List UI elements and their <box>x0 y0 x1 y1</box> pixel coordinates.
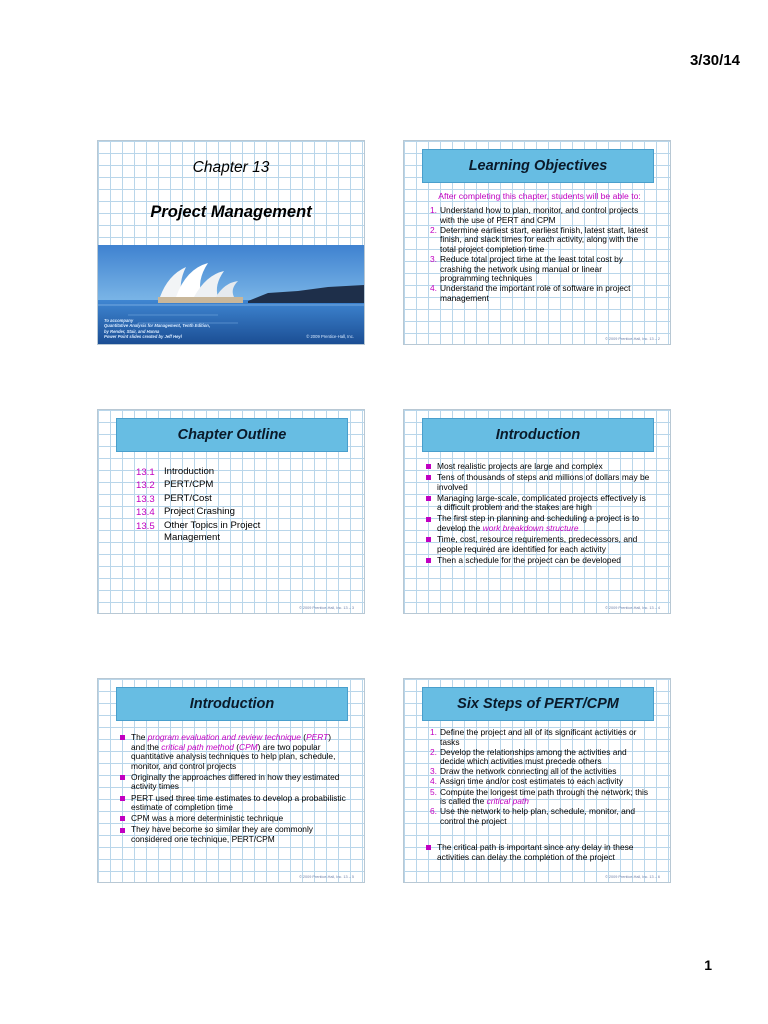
list-item: 4. Assign time and/or cost estimates to each activity <box>430 776 623 787</box>
slide-title: Introduction <box>116 687 348 721</box>
list-item: Time, cost, resource requirements, predecessors, and people required are identified for each activity <box>422 535 652 554</box>
list-item: PERT used three time estimates to develop a probabilistic estimate of completion time <box>116 794 346 813</box>
list-item: 4. Understand the important role of software in project management <box>430 283 631 303</box>
bullet-list <box>116 733 346 846</box>
bullet-list <box>422 843 652 864</box>
list-item: 6. Use the network to help plan, schedule, monitor, and control the project <box>430 806 636 826</box>
bullet-list <box>422 462 652 567</box>
bullet-square-icon <box>120 828 125 833</box>
intro-line: After completing this chapter, students will be able to: <box>438 191 641 201</box>
list-item: The first step in planning and scheduling a project is to develop the work breakdown structure <box>422 514 652 533</box>
outline-list <box>136 466 294 544</box>
slide-footer: © 2009 Prentice-Hall, Inc. 13 – 6 <box>605 875 660 879</box>
slide-2-learning-objectives <box>403 140 671 345</box>
list-item: Originally the approaches differed in how they estimated activity times <box>116 773 346 792</box>
bullet-square-icon <box>120 816 125 821</box>
bullet-square-icon <box>426 475 431 480</box>
slide-title: Introduction <box>422 418 654 452</box>
bullet-square-icon <box>120 796 125 801</box>
list-item: 1. Understand how to plan, monitor, and control projects with the use of PERT and CPM <box>430 205 639 225</box>
slide-footer: © 2009 Prentice-Hall, Inc. 13 – 4 <box>605 606 660 610</box>
copyright: © 2009 Prentice-Hall, Inc. <box>306 334 354 339</box>
list-item: 13.3 PERT/Cost <box>136 492 212 505</box>
list-item: 1. Define the project and all of its significant activities or tasks <box>430 727 637 747</box>
list-item: The program evaluation and review technique (PERT) and the critical path method (CPM) are two popular quantitative analysis techniques to help plan, schedule, monitor, and control projects <box>116 733 346 771</box>
list-item: 13.1 Introduction <box>136 466 215 478</box>
slide-5-introduction <box>97 678 365 883</box>
slide-1-title <box>97 140 365 345</box>
slide-footer: © 2009 Prentice-Hall, Inc. 13 – 3 <box>299 606 354 610</box>
list-item: The critical path is important since any delay in these activities can delay the completion of the project <box>422 843 652 862</box>
slide-title: Learning Objectives <box>422 149 654 183</box>
bullet-square-icon <box>426 558 431 563</box>
bullet-square-icon <box>426 464 431 469</box>
slide-title: Chapter Outline <box>116 418 348 452</box>
chapter-label: Chapter 13 <box>192 159 270 176</box>
steps-list <box>422 728 650 827</box>
list-item: 5. Compute the longest time path through the network; this is called the critical path <box>430 786 649 807</box>
bullet-square-icon <box>426 496 431 501</box>
list-item: Tens of thousands of steps and millions of dollars may be involved <box>422 473 652 492</box>
objectives-list <box>422 206 650 304</box>
list-item: CPM was a more deterministic technique <box>116 814 346 824</box>
slide-title: Project Management <box>150 203 312 221</box>
list-item: 3. Draw the network connecting all of the activities <box>430 766 617 777</box>
slide-6-six-steps <box>403 678 671 883</box>
opera-house-photo <box>98 245 364 344</box>
bullet-square-icon <box>120 775 125 780</box>
slide-title: Six Steps of PERT/CPM <box>422 687 654 721</box>
list-item: 2. Develop the relationships among the activities and decide which activities must precede others <box>430 746 627 767</box>
bullet-square-icon <box>426 537 431 542</box>
list-item: Managing large-scale, complicated projects effectively is a difficult problem and the stakes are high <box>422 494 652 513</box>
list-item: 13.5 Other Topics in Project Management <box>136 519 261 543</box>
photo-credit: To accompany Quantitative Analysis for Management, Tenth Edition, by Render, Stair, and Hanna Power Point slides created by Jeff Heyl <box>104 318 211 339</box>
list-item: 13.4 Project Crashing <box>136 506 235 519</box>
bullet-square-icon <box>426 845 431 850</box>
list-item: Then a schedule for the project can be developed <box>422 556 652 566</box>
bullet-square-icon <box>120 735 125 740</box>
list-item: 2. Determine earliest start, earliest finish, latest start, latest finish, and slack times for each activity, along with the total project completion time <box>430 224 649 254</box>
list-item: 13.2 PERT/CPM <box>136 479 214 492</box>
slide-3-chapter-outline <box>97 409 365 614</box>
list-item: They have become so similar they are commonly considered one technique, PERT/CPM <box>116 825 346 844</box>
page-date: 3/30/14 <box>689 52 740 69</box>
slide-footer: © 2009 Prentice-Hall, Inc. 13 – 5 <box>299 875 354 879</box>
page-number: 1 <box>704 957 712 973</box>
list-item: 3. Reduce total project time at the least total cost by crashing the network using manual or linear programming techniques <box>430 253 623 284</box>
bullet-square-icon <box>426 517 431 522</box>
slide-4-introduction <box>403 409 671 614</box>
slide-footer: © 2009 Prentice-Hall, Inc. 13 – 2 <box>605 337 660 341</box>
list-item: Most realistic projects are large and complex <box>422 462 652 472</box>
